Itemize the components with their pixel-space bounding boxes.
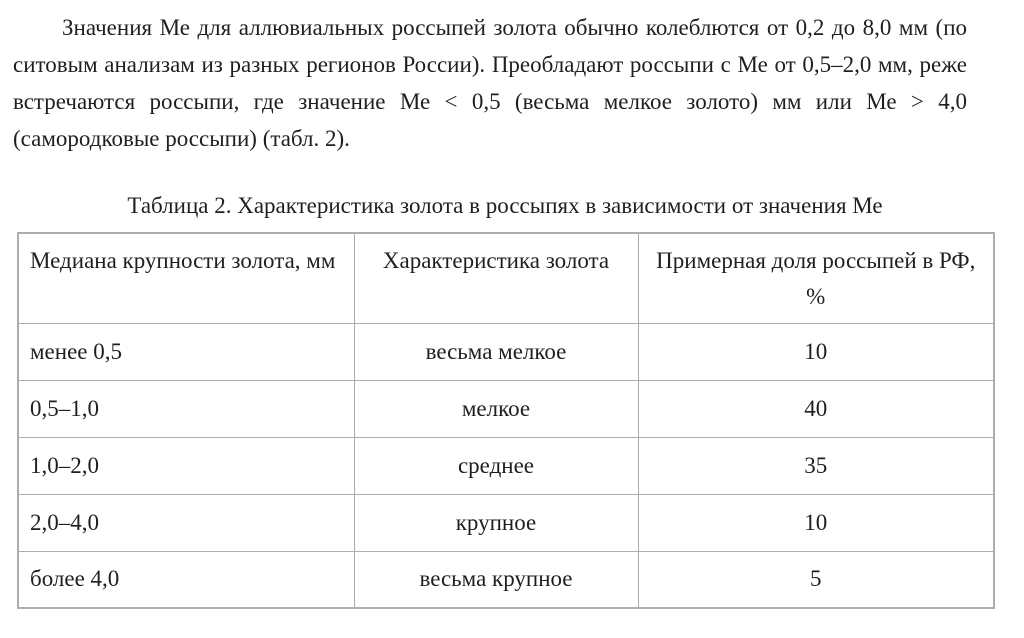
cell-gold-characteristic: мелкое <box>354 380 638 437</box>
cell-gold-characteristic: весьма крупное <box>354 551 638 608</box>
cell-gold-characteristic: весьма мелкое <box>354 323 638 380</box>
cell-median-size: менее 0,5 <box>18 323 354 380</box>
column-header-gold-characteristic: Характеристика золота <box>354 233 638 323</box>
column-header-median-size: Медиана крупности золота, мм <box>18 233 354 323</box>
table-header-row <box>18 233 994 323</box>
table-row <box>18 437 994 494</box>
table-row <box>18 380 994 437</box>
cell-median-size: 1,0–2,0 <box>18 437 354 494</box>
cell-gold-characteristic: крупное <box>354 494 638 551</box>
cell-share-rf: 10 <box>638 323 994 380</box>
cell-gold-characteristic: среднее <box>354 437 638 494</box>
cell-share-rf: 35 <box>638 437 994 494</box>
table-row <box>18 323 994 380</box>
intro-paragraph: Значения Ме для аллювиальных россыпей золота обычно колеблются от 0,2 до 8,0 мм (по ситовым анализам из разных регионов России). Преобладают россыпи с Ме от 0,5–2,0 мм, реже встречаются россыпи, где значение Ме < 0,5 (весьма мелкое золото) мм или Ме > 4,0 (самородковые россыпи) (табл. 2). <box>13 15 967 151</box>
cell-share-rf: 10 <box>638 494 994 551</box>
table-row <box>18 551 994 608</box>
cell-median-size: 2,0–4,0 <box>18 494 354 551</box>
cell-median-size: 0,5–1,0 <box>18 380 354 437</box>
cell-median-size: более 4,0 <box>18 551 354 608</box>
document-page <box>0 9 1024 638</box>
table-caption: Таблица 2. Характеристика золота в россыпях в зависимости от значения Ме <box>127 193 883 218</box>
cell-share-rf: 40 <box>638 380 994 437</box>
cell-share-rf: 5 <box>638 551 994 608</box>
gold-characteristics-table <box>17 232 995 609</box>
column-header-share-rf: Примерная доля россыпей в РФ, % <box>638 233 994 323</box>
table-row <box>18 494 994 551</box>
